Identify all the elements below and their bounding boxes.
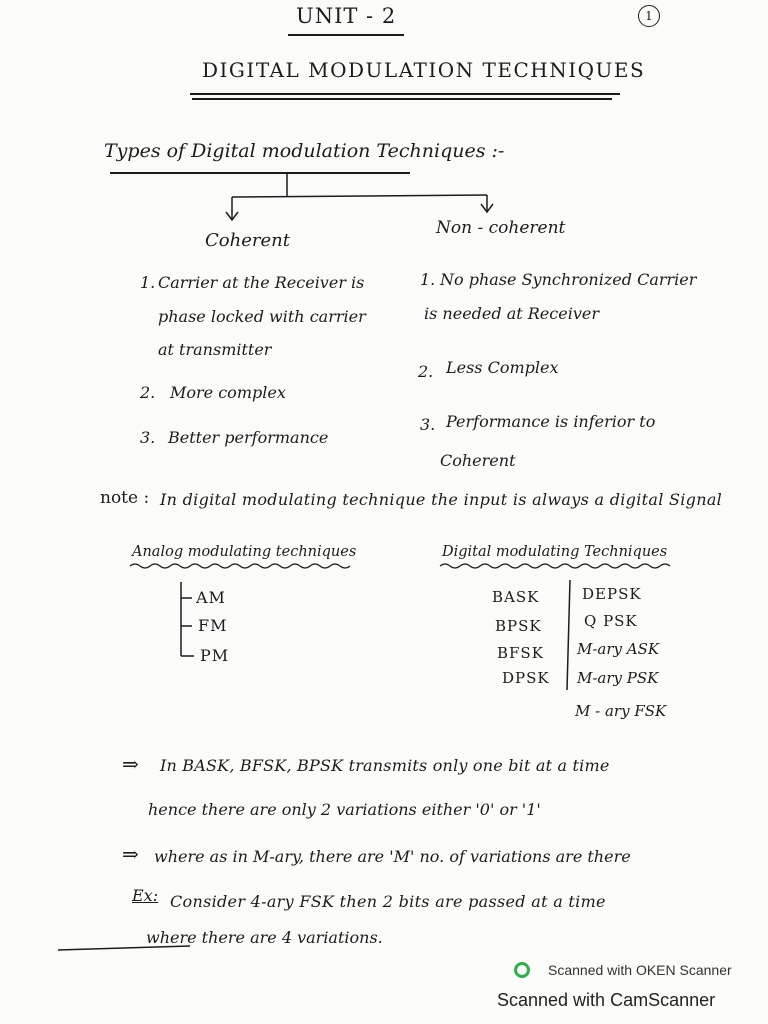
- bullet-arrow: ⇒: [122, 752, 139, 776]
- non-coherent-text-3: Less Complex: [446, 358, 559, 377]
- non-coherent-text-1: No phase Synchronized Carrier: [440, 270, 697, 289]
- bullet-2-line-1: where as in M-ary, there are 'M' no. of variations are there: [154, 847, 631, 866]
- digital-right-item: M-ary PSK: [577, 669, 659, 687]
- analog-item-pm: PM: [200, 646, 230, 665]
- camscanner-watermark: Scanned with CamScanner: [497, 990, 716, 1010]
- digital-heading: Digital modulating Techniques: [442, 544, 668, 560]
- coherent-text-2: phase locked with carrier: [158, 307, 366, 326]
- digital-right-item: Q PSK: [584, 612, 638, 630]
- example-line-1: Consider 4-ary FSK then 2 bits are passed at a time: [170, 892, 606, 911]
- digital-heading-underline: [440, 564, 670, 568]
- digital-right-item: M-ary ASK: [577, 640, 660, 658]
- analog-item-am: AM: [196, 588, 226, 607]
- bullet-1-line-1: In BASK, BFSK, BPSK transmits only one bit at a time: [160, 756, 610, 775]
- coherent-text-4: More complex: [170, 383, 286, 402]
- analog-heading: Analog modulating techniques: [132, 544, 357, 560]
- page-number: 1: [645, 9, 653, 23]
- oken-scanner-watermark: Scanned with OKEN Scanner: [548, 962, 732, 978]
- non-coherent-text-5: Coherent: [440, 451, 516, 470]
- page-title: DIGITAL MODULATION TECHNIQUES: [202, 58, 646, 82]
- non-coherent-text-4: Performance is inferior to: [446, 412, 656, 431]
- digital-right-item: DEPSK: [582, 585, 642, 603]
- types-heading: Types of Digital modulation Techniques :-: [104, 140, 505, 162]
- analog-item-fm: FM: [198, 616, 228, 635]
- non-coherent-num-1: 1.: [420, 270, 436, 289]
- digital-left-item: BPSK: [495, 617, 542, 635]
- coherent-num-3: 3.: [140, 428, 156, 447]
- coherent-text-1: Carrier at the Receiver is: [158, 273, 365, 292]
- digital-right-item: M - ary FSK: [575, 702, 667, 720]
- digital-left-item: BASK: [492, 588, 540, 606]
- non-coherent-text-2: is needed at Receiver: [424, 304, 599, 323]
- coherent-text-3: at transmitter: [158, 340, 272, 359]
- non-coherent-num-3: 3.: [420, 415, 436, 434]
- digital-left-item: BFSK: [497, 644, 544, 662]
- note-label: note :: [100, 488, 150, 508]
- oken-logo-icon: [514, 962, 530, 978]
- coherent-label: Coherent: [205, 230, 290, 251]
- example-line-2: where there are 4 variations.: [146, 928, 383, 947]
- digital-left-item: DPSK: [502, 669, 550, 687]
- non-coherent-label: Non - coherent: [436, 218, 566, 238]
- analog-heading-underline: [130, 564, 350, 568]
- coherent-num-1: 1.: [140, 273, 156, 292]
- bullet-arrow: ⇒: [122, 842, 139, 866]
- example-label: Ex:: [132, 886, 159, 905]
- bullet-1-line-2: hence there are only 2 variations either '0' or '1': [148, 800, 541, 819]
- coherent-text-5: Better performance: [168, 428, 329, 447]
- unit-heading: UNIT - 2: [296, 4, 397, 28]
- coherent-num-2: 2.: [140, 383, 156, 402]
- non-coherent-num-2: 2.: [418, 362, 434, 381]
- note-text: In digital modulating technique the input is always a digital Signal: [160, 490, 723, 509]
